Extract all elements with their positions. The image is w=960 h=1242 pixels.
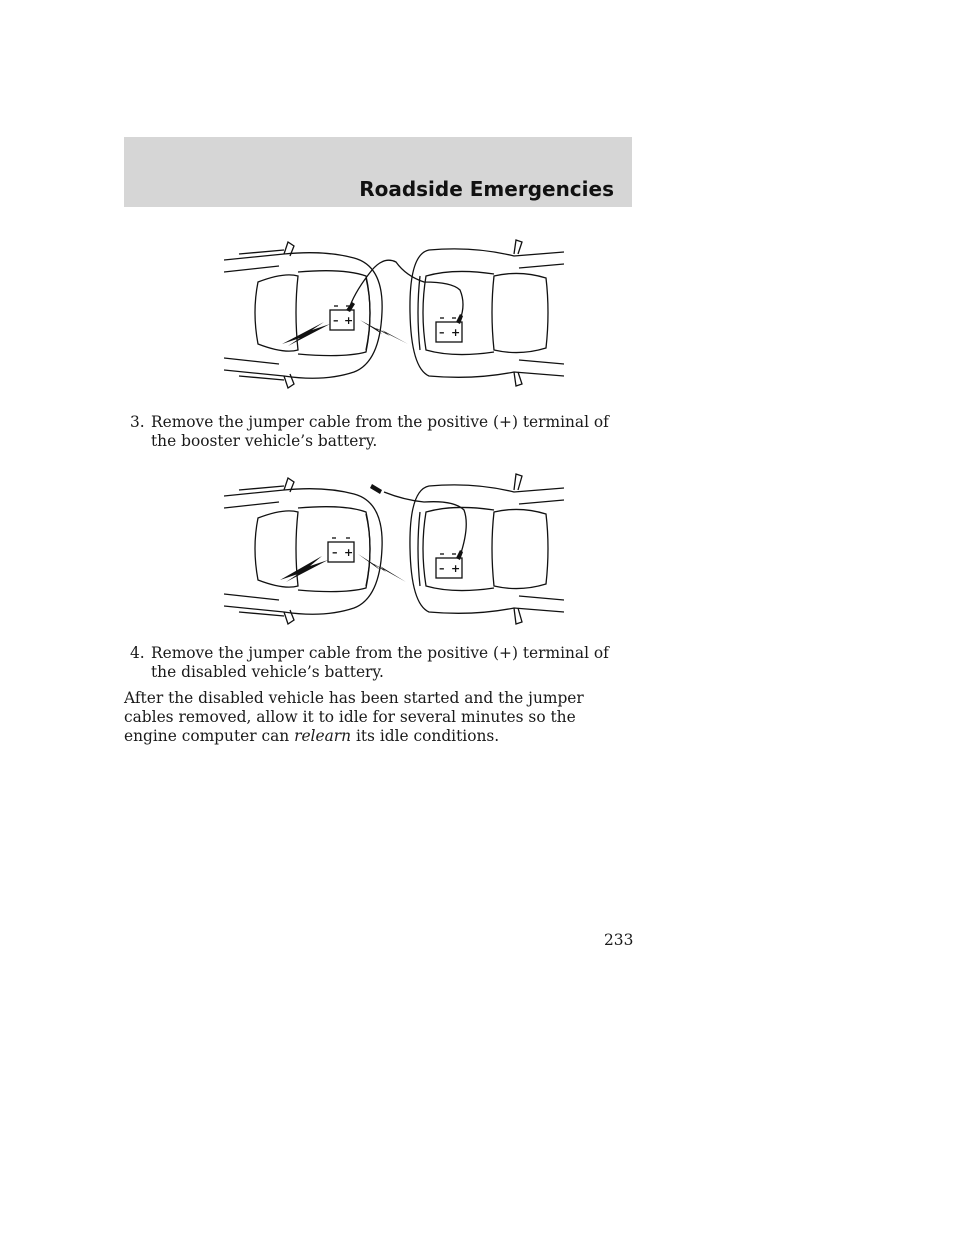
battery-negative-label: –: [332, 546, 338, 559]
jumper-diagram-step-4: [224, 466, 564, 632]
page-number: 233: [604, 931, 634, 949]
jump-start-illustration: [224, 466, 564, 632]
step-number: 4.: [130, 644, 145, 662]
battery-negative-label: –: [439, 562, 445, 575]
battery-positive-label: +: [344, 314, 354, 327]
closing-paragraph: [124, 689, 632, 746]
jump-start-illustration: [224, 232, 564, 394]
paragraph-text: After the disabled vehicle has been started and the jumper cables removed, allow it to idle for several minutes so the engine computer can: [124, 689, 584, 745]
section-title: Roadside Emergencies: [359, 177, 614, 201]
step-text: Remove the jumper cable from the positive (+) terminal of the booster vehicle’s battery.: [151, 413, 609, 450]
instruction-step: [124, 413, 632, 451]
emphasized-term: relearn: [294, 727, 352, 745]
battery-negative-label: –: [439, 326, 445, 339]
step-text: Remove the jumper cable from the positive (+) terminal of the disabled vehicle’s battery.: [151, 644, 609, 681]
battery-positive-label: +: [451, 326, 461, 339]
section-header-band: [124, 137, 632, 207]
instruction-step: [124, 644, 632, 682]
paragraph-text: its idle conditions.: [351, 727, 500, 745]
battery-positive-label: +: [451, 562, 461, 575]
battery-negative-label: –: [333, 314, 339, 327]
battery-positive-label: +: [344, 546, 354, 559]
jumper-diagram-step-3: [224, 232, 564, 394]
step-number: 3.: [130, 413, 145, 431]
